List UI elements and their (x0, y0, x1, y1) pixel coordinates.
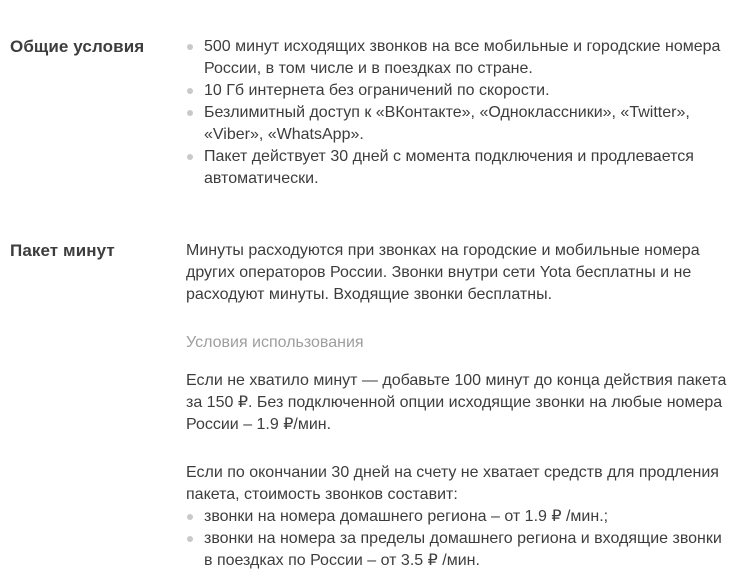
minutes-usage-paragraph: Минуты расходуются при звонках на городские и мобильные номера других операторов России. Звонки внутри сети Yota бесплатны и не расходуют минуты. Входящие звонки бесплатны. (186, 242, 700, 303)
bullet-icon (187, 88, 193, 94)
minutes-package-content (186, 240, 733, 572)
list-item-text: Пакет действует 30 дней с момента подключения и продлевается автоматически. (204, 148, 694, 187)
section-general-conditions (10, 36, 733, 190)
general-conditions-content (186, 36, 733, 190)
bullet-icon (187, 536, 193, 542)
bullet-icon (187, 154, 193, 160)
list-item-text: звонки на номера домашнего региона – от 1.9 ₽ /мин.; (204, 508, 609, 525)
list-item (186, 102, 733, 146)
list-item (186, 80, 733, 102)
renewal-cost-paragraph: Если по окончании 30 дней на счету не хватает средств для продления пакета, стоимость звонков составит: (186, 464, 719, 503)
section-minutes-package (10, 240, 733, 572)
usage-terms-subheading: Условия использования (186, 334, 364, 351)
bullet-icon (187, 110, 193, 116)
general-conditions-heading: Общие условия (10, 37, 145, 56)
minutes-package-heading: Пакет минут (10, 241, 115, 260)
list-item-text: 10 Гб интернета без ограничений по скорости. (204, 82, 550, 99)
list-item (186, 36, 733, 80)
extra-minutes-paragraph: Если не хватило минут — добавьте 100 минут до конца действия пакета за 150 ₽. Без подключенной опции исходящие звонки на любые номера России – 1.9 ₽/мин. (186, 372, 727, 433)
bullet-icon (187, 44, 193, 50)
general-conditions-list (186, 36, 733, 190)
call-cost-list (186, 506, 733, 572)
list-item (186, 528, 733, 572)
list-item (186, 506, 733, 528)
bullet-icon (187, 514, 193, 520)
list-item-text: звонки на номера за пределы домашнего региона и входящие звонки в поездках по России – от 3.5 ₽ /мин. (204, 530, 722, 569)
list-item (186, 146, 733, 190)
list-item-text: Безлимитный доступ к «ВКонтакте», «Одноклассники», «Twitter», «Viber», «WhatsApp». (204, 104, 690, 143)
list-item-text: 500 минут исходящих звонков на все мобильные и городские номера России, в том числе и в поездках по стране. (204, 38, 721, 77)
